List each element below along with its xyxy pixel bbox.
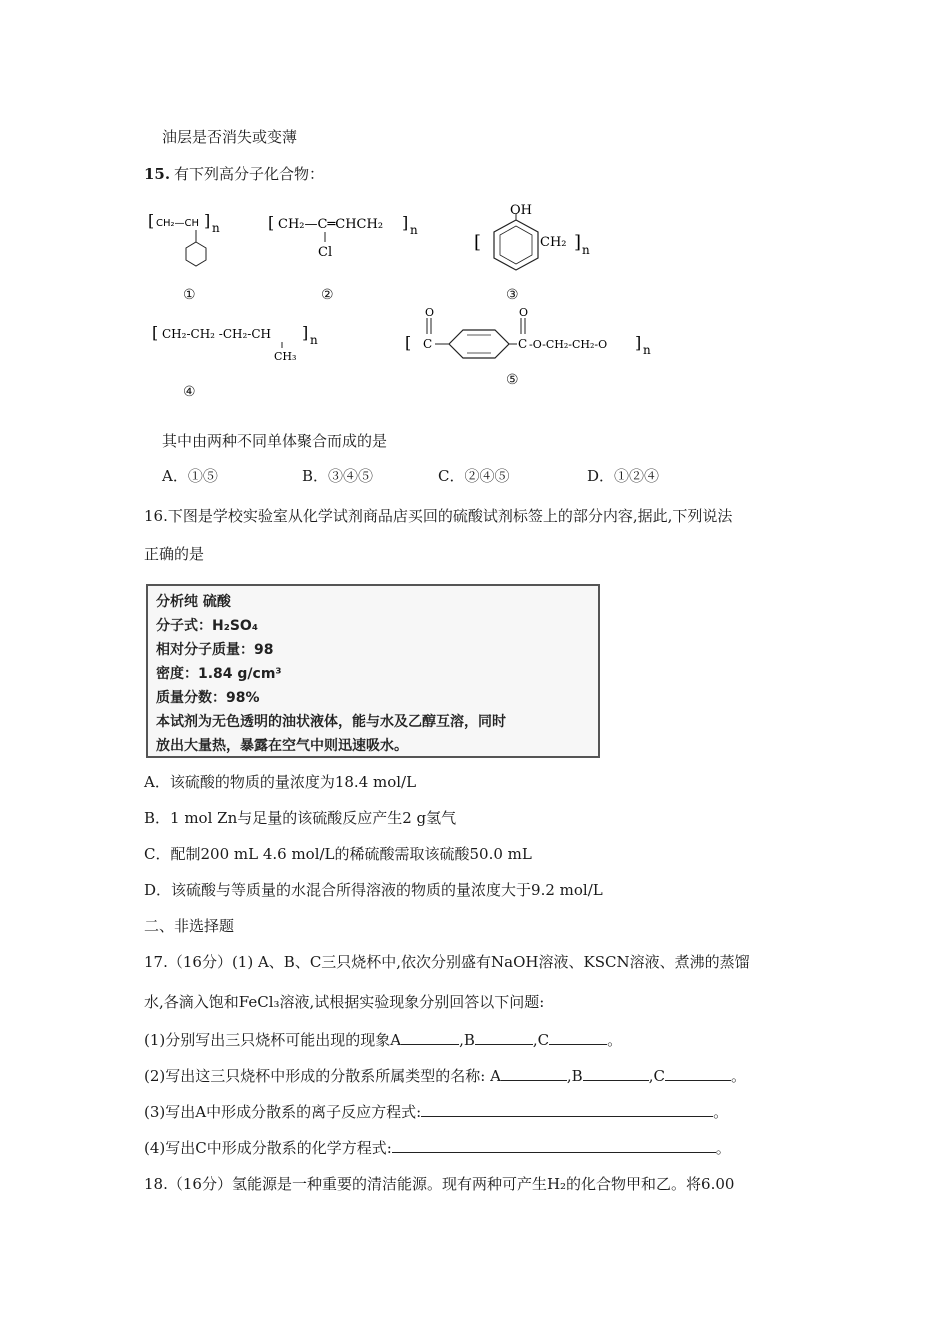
label-line-6: 本试剂为无色透明的油状液体，能与水及乙醇互溶，同时 — [156, 714, 506, 730]
q17-sub1: (1)分别写出三只烧杯可能出现的现象A ,B ,C 。 — [144, 1031, 623, 1049]
answer-blank-2a[interactable] — [501, 1066, 567, 1081]
polymer-structure-2 — [268, 212, 428, 262]
label-line-2: 分子式：H₂SO₄ — [156, 618, 258, 634]
label-line-1: 分析纯 硫酸 — [156, 594, 231, 610]
svg-text:O: O — [425, 306, 435, 319]
q15-option-b: B．③④⑤ — [302, 467, 374, 485]
sulfuric-acid-label — [146, 584, 600, 758]
q17-line2: 水,各滴入饱和FeCl₃溶液,试根据实验现象分别回答以下问题: — [144, 993, 545, 1011]
svg-text:[: [ — [405, 333, 412, 352]
answer-blank-2c[interactable] — [665, 1066, 731, 1081]
answer-blank-1b[interactable] — [475, 1030, 533, 1045]
label-4: ④ — [183, 384, 196, 400]
svg-text:]: ] — [204, 212, 211, 230]
s1-chain-text: CH₂—CH — [156, 218, 200, 229]
answer-blank-2b[interactable] — [583, 1066, 649, 1081]
q17-line1: 17.（16分）(1) A、B、C三只烧杯中,依次分别盛有NaOH溶液、KSCN溶液、煮沸的蒸馏 — [144, 953, 750, 971]
label-line-4: 密度：1.84 g/cm³ — [156, 666, 282, 682]
polymer-structure-3 — [474, 202, 614, 282]
label-5: ⑤ — [506, 372, 519, 388]
q15-option-a: A．①⑤ — [162, 467, 218, 485]
answer-blank-4[interactable] — [392, 1138, 716, 1153]
label-2: ② — [321, 287, 334, 303]
polymer-structure-4 — [152, 318, 342, 368]
q15-question: 其中由两种不同单体聚合而成的是 — [162, 432, 388, 450]
q15-stem: 有下列高分子化合物： — [174, 165, 325, 183]
q18-line1: 18.（16分）氢能源是一种重要的清洁能源。现有两种可产生H₂的化合物甲和乙。将6.00 — [144, 1175, 735, 1193]
svg-text:C: C — [423, 337, 433, 351]
s1-n: n — [212, 221, 220, 235]
svg-text:n: n — [410, 223, 418, 237]
section-heading: 二、非选择题 — [144, 917, 235, 935]
svg-text:-O-CH₂-CH₂-O: -O-CH₂-CH₂-O — [529, 338, 608, 351]
s4-chain-text: CH₂-CH₂ -CH₂-CH — [162, 327, 271, 341]
label-1: ① — [183, 287, 196, 303]
q16-option-d: D．该硫酸与等质量的水混合所得溶液的物质的量浓度大于9.2 mol/L — [144, 881, 603, 899]
q16-option-c: C．配制200 mL 4.6 mol/L的稀硫酸需取该硫酸50.0 mL — [144, 845, 532, 863]
svg-text:]: ] — [402, 213, 409, 232]
polymer-structure-1 — [146, 212, 230, 278]
q16-option-b: B．1 mol Zn与足量的该硫酸反应产生2 g氢气 — [144, 809, 457, 827]
svg-text:O: O — [519, 306, 529, 319]
q17-sub3: (3)写出A中形成分散系的离子反应方程式: 。 — [144, 1103, 729, 1121]
answer-blank-1a[interactable] — [401, 1030, 459, 1045]
label-line-3: 相对分子质量：98 — [156, 642, 274, 658]
s2-sub-cl: Cl — [318, 245, 333, 260]
q15-option-c: C．②④⑤ — [438, 467, 510, 485]
s2-chain-text: CH₂—C═CHCH₂ — [278, 217, 384, 232]
label-3: ③ — [506, 287, 519, 303]
label-line-7: 放出大量热，暴露在空气中则迅速吸水。 — [156, 738, 408, 754]
q15-option-d: D．①②④ — [587, 467, 660, 485]
q14-tail-text: 油层是否消失或变薄 — [162, 128, 298, 146]
s3-ch2: CH₂ — [540, 235, 567, 250]
svg-text:n: n — [643, 343, 651, 357]
svg-text:]: ] — [302, 323, 309, 342]
q17-sub4: (4)写出C中形成分散系的化学方程式: 。 — [144, 1139, 731, 1157]
q15-number: 15. — [144, 165, 171, 183]
svg-text:]: ] — [574, 232, 582, 253]
svg-text:[: [ — [474, 232, 482, 253]
svg-text:[: [ — [148, 212, 155, 230]
answer-blank-1c[interactable] — [549, 1030, 607, 1045]
svg-text:]: ] — [635, 333, 642, 352]
svg-text:n: n — [310, 333, 318, 347]
svg-text:[: [ — [268, 213, 275, 232]
q16-stem-line1: 16.下图是学校实验室从化学试剂商品店买回的硫酸试剂标签上的部分内容,据此,下列说法 — [144, 507, 733, 525]
polymer-structure-5 — [405, 302, 665, 366]
q16-option-a: A．该硫酸的物质的量浓度为18.4 mol/L — [144, 773, 417, 791]
svg-text:n: n — [582, 243, 590, 257]
q16-stem-line2: 正确的是 — [144, 545, 205, 563]
s3-oh: OH — [510, 203, 532, 218]
label-line-5: 质量分数：98% — [156, 690, 260, 706]
svg-text:C: C — [518, 337, 528, 351]
q17-sub2: (2)写出这三只烧杯中形成的分散系所属类型的名称: A ,B ,C 。 — [144, 1067, 746, 1085]
answer-blank-3[interactable] — [421, 1102, 713, 1117]
svg-text:[: [ — [152, 323, 159, 342]
s4-sub-ch3: CH₃ — [274, 350, 297, 363]
